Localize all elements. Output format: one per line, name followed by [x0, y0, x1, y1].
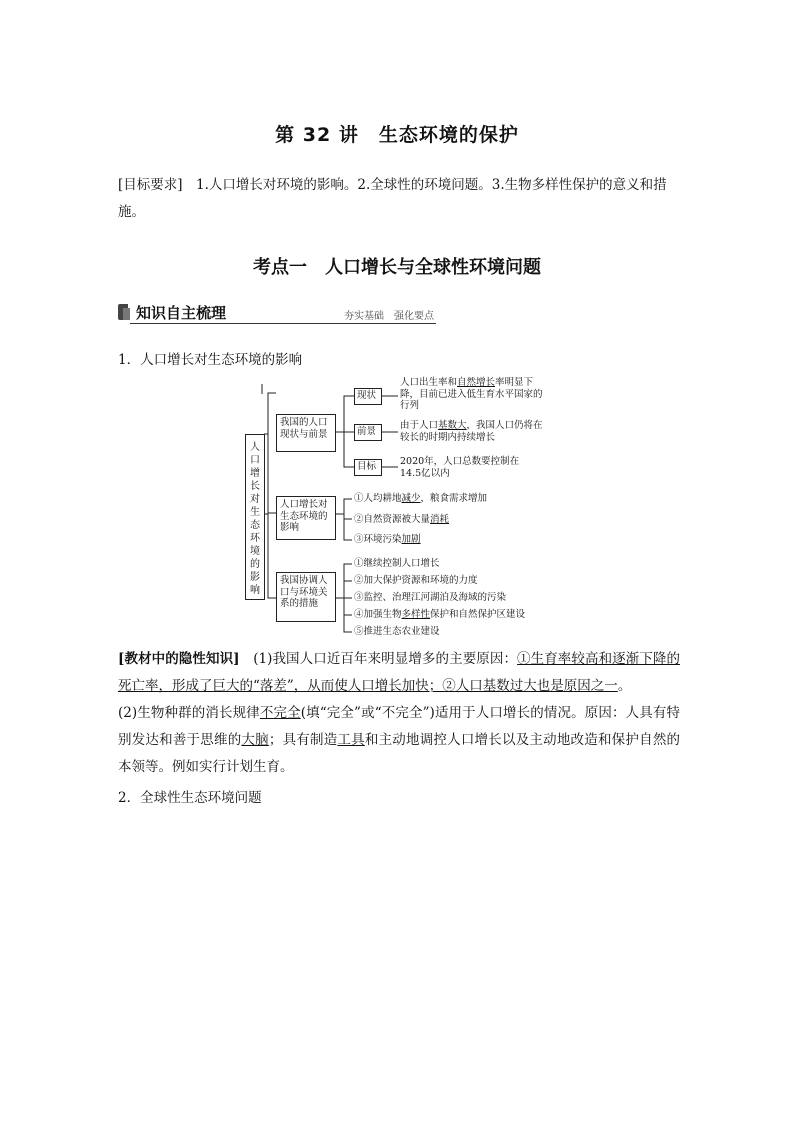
impact-item-2: ②自然资源被大量消耗: [354, 514, 450, 525]
measure-item-2: ②加大保护资源和环境的力度: [354, 575, 478, 586]
tag-outlook: 前景: [354, 424, 382, 441]
measure-item-4: ④加强生物多样性保护和自然保护区建设: [354, 609, 526, 620]
section-title: 考点一 人口增长与全球性环境问题: [253, 257, 541, 278]
tag-target: 目标: [354, 459, 382, 476]
heading-2: 2．全球性生态环境问题: [118, 790, 262, 806]
status-text: 人口出生率和自然增长率明显下降，目前已进入低生育水平国家的行列: [400, 377, 543, 411]
group-2-label: 人口增长对生态环境的影响: [276, 496, 336, 540]
tag-status: 现状: [354, 388, 382, 405]
target-text: 2020年，人口总数要控制在14.5亿以内: [400, 456, 520, 479]
outlook-text: 由于人口基数大，我国人口仍将在较长的时期内持续增长: [400, 420, 543, 443]
page-title: 第 32 讲 生态环境的保护: [275, 124, 519, 146]
knowledge-bar: [118, 302, 436, 324]
group-3-label: 我国协调人口与环境关系的措施: [276, 572, 336, 622]
goal-requirements: [目标要求] 1.人口增长对环境的影响。2.全球性的环境问题。3.生物多样性保护的意义和措施。: [118, 177, 667, 220]
knowledge-bar-subtitle: 夯实基础 强化要点: [344, 311, 434, 322]
hidden-knowledge-1: [教材中的隐性知识] (1)我国人口近百年来明显增多的主要原因：①生育率较高和逐渐下降的死亡率，形成了巨大的“落差”，从而使人口增长加快；②人口基数过大也是原因之一。: [118, 651, 681, 694]
measure-item-1: ①继续控制人口增长: [354, 558, 440, 569]
hidden-knowledge-2: (2)生物种群的消长规律不完全(填“完全”或“不完全”)适用于人口增长的情况。原因：人具有特别发达和善于思维的大脑；具有制造工具和主动地调控人口增长以及主动地改造和保护自然的本领等。例如实行计划生育。: [118, 705, 681, 775]
group-1-label: 我国的人口现状与前景: [276, 414, 336, 452]
concept-diagram: [240, 374, 570, 644]
divider: [130, 323, 436, 324]
diagram-root: 人口增长对生态环境的影响: [245, 434, 265, 600]
heading-1: 1．人口增长对生态环境的影响: [118, 352, 303, 368]
measure-item-3: ③监控、治理江河湖泊及海域的污染: [354, 592, 507, 603]
measure-item-5: ⑤推进生态农业建设: [354, 626, 440, 637]
impact-item-1: ①人均耕地减少，粮食需求增加: [354, 493, 488, 504]
impact-item-3: ③环境污染加剧: [354, 534, 421, 545]
bookmark-icon-accent: [123, 308, 130, 320]
knowledge-bar-title: 知识自主梳理: [136, 304, 227, 322]
